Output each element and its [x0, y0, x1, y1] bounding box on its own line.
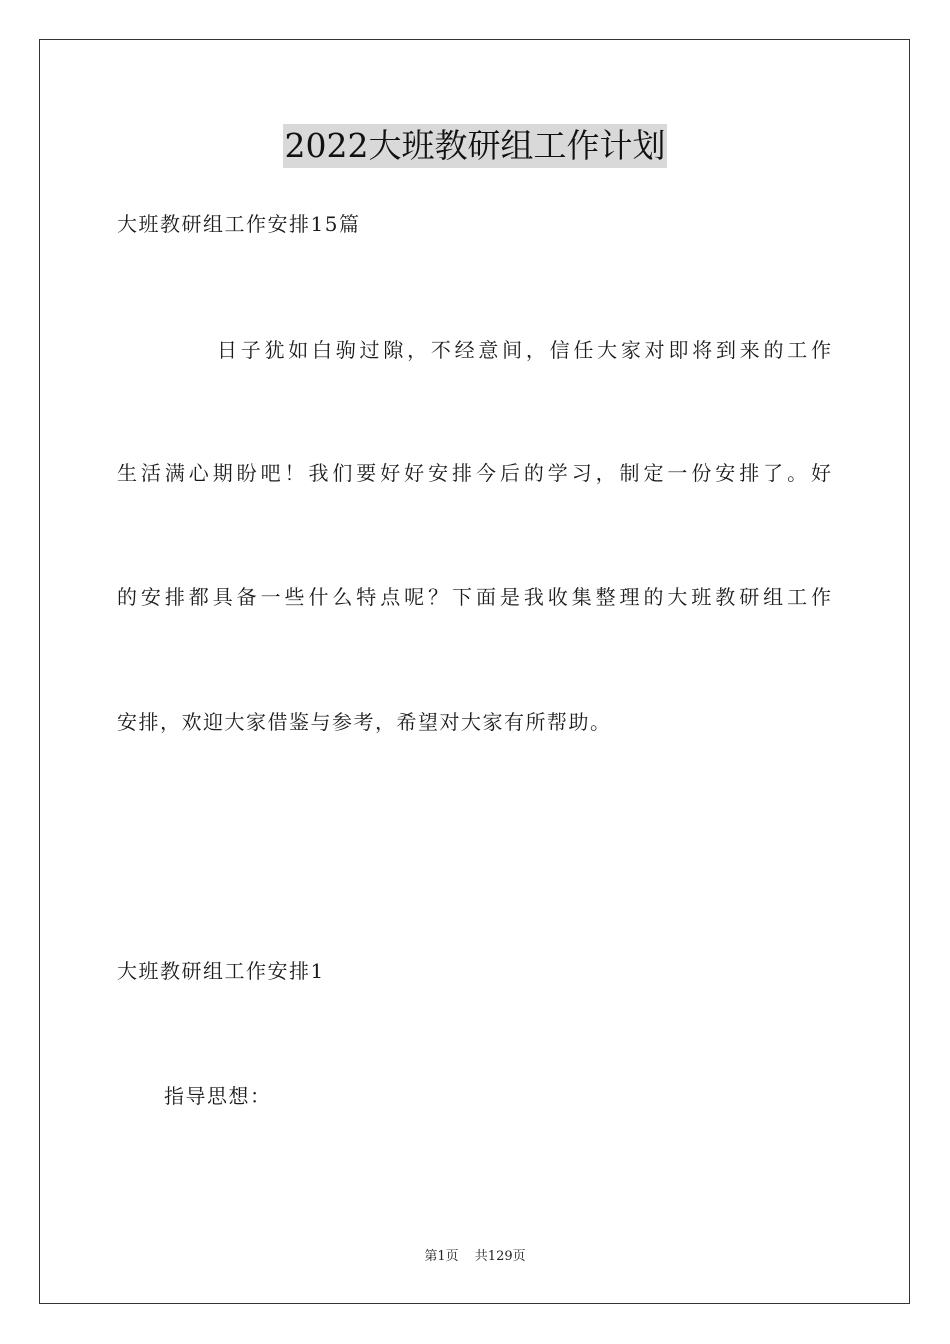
intro-line-1-text: 日子犹如白驹过隙，不经意间，信任大家对即将到来的工作: [217, 338, 831, 362]
intro-line-3: [117, 583, 831, 611]
intro-line-2-text: 生活满心期盼吧！我们要好好安排今后的学习，制定一份安排了。好: [117, 461, 831, 485]
intro-line-2: [117, 459, 831, 487]
intro-line-4: 安排，欢迎大家借鉴与参考，希望对大家有所帮助。: [117, 710, 612, 734]
intro-line-1: [217, 336, 831, 364]
intro-line-3-text: 的安排都具备一些什么特点呢？下面是我收集整理的大班教研组工作: [117, 585, 831, 609]
page-number-current: 第1页: [424, 1249, 459, 1264]
page-footer: [0, 1248, 950, 1266]
document-subtitle: 大班教研组工作安排15篇: [117, 212, 361, 236]
document-title: 2022大班教研组工作计划: [283, 124, 668, 168]
page-number-total: 共129页: [474, 1249, 526, 1264]
title-container: [0, 124, 950, 168]
section-heading: 大班教研组工作安排1: [117, 959, 325, 983]
section-subheading: 指导思想：: [164, 1084, 272, 1108]
